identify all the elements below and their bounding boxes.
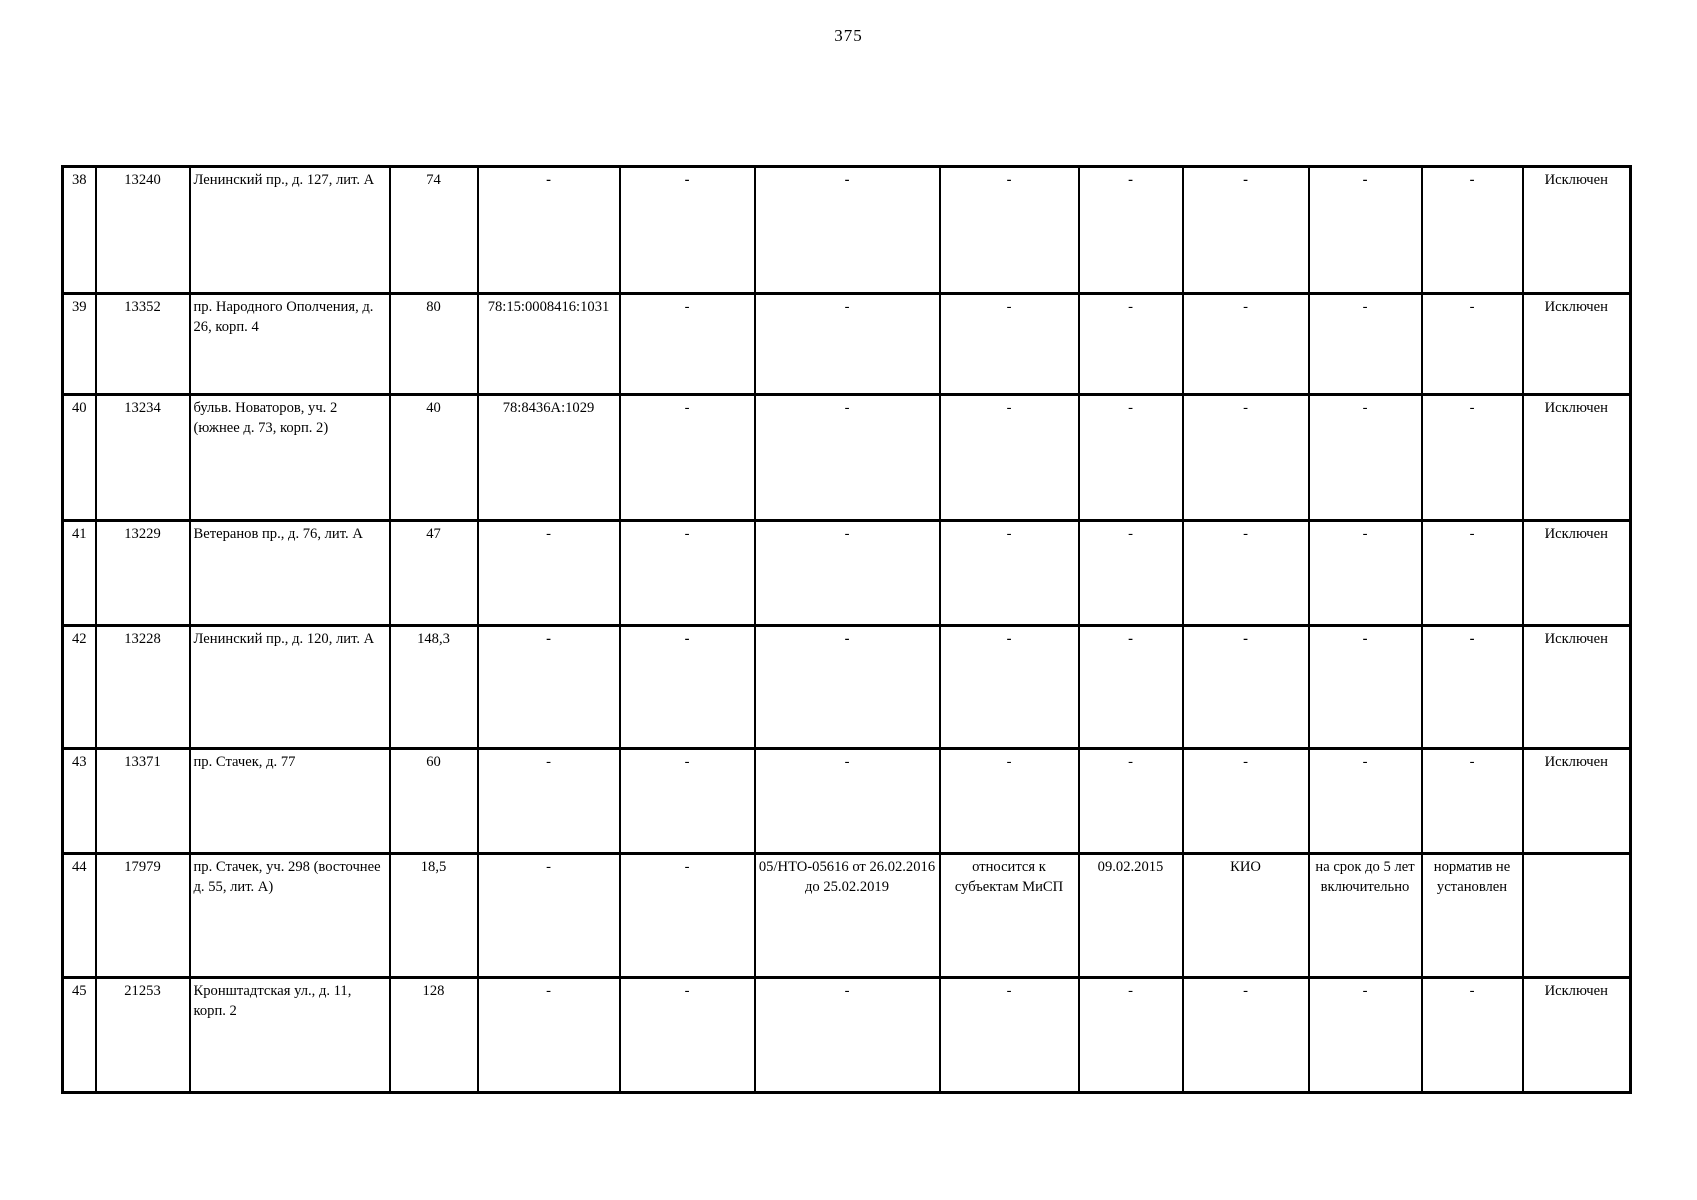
term-cell: на срок до 5 лет включительно (1309, 854, 1422, 978)
address-cell: бульв. Новаторов, уч. 2 (южнее д. 73, корп. 2) (190, 395, 390, 521)
area-cell: 80 (390, 294, 478, 395)
address-cell: Кронштадтская ул., д. 11, корп. 2 (190, 978, 390, 1093)
object-id-cell: 17979 (96, 854, 190, 978)
table-row (63, 395, 1631, 521)
address-cell: Ленинский пр., д. 120, лит. А (190, 626, 390, 749)
table-row (63, 521, 1631, 626)
status-cell: Исключен (1523, 626, 1631, 749)
area-cell: 18,5 (390, 854, 478, 978)
address-cell: пр. Народного Ополчения, д. 26, корп. 4 (190, 294, 390, 395)
area-cell: 47 (390, 521, 478, 626)
smb-subject-cell: - (940, 395, 1079, 521)
row-number-cell: 41 (63, 521, 96, 626)
kio-authority-cell: - (1183, 167, 1309, 294)
term-cell: - (1309, 294, 1422, 395)
cadastral-number-cell: - (478, 626, 620, 749)
object-id-cell: 13240 (96, 167, 190, 294)
cadastral-number-cell: - (478, 167, 620, 294)
term-cell: - (1309, 521, 1422, 626)
object-id-cell: 13352 (96, 294, 190, 395)
smb-subject-cell: - (940, 167, 1079, 294)
contract-cell: - (755, 978, 940, 1093)
address-cell: Ленинский пр., д. 127, лит. А (190, 167, 390, 294)
kio-authority-cell: - (1183, 521, 1309, 626)
area-cell: 60 (390, 749, 478, 854)
column-6-cell: - (620, 294, 755, 395)
term-cell: - (1309, 395, 1422, 521)
smb-subject-cell: - (940, 749, 1079, 854)
kio-authority-cell: - (1183, 749, 1309, 854)
object-id-cell: 21253 (96, 978, 190, 1093)
object-id-cell: 13228 (96, 626, 190, 749)
page-number: 375 (834, 26, 863, 45)
column-6-cell: - (620, 749, 755, 854)
table-row (63, 626, 1631, 749)
date-cell: - (1079, 978, 1183, 1093)
smb-subject-cell: - (940, 978, 1079, 1093)
cadastral-number-cell: - (478, 521, 620, 626)
status-cell: Исключен (1523, 294, 1631, 395)
term-cell: - (1309, 978, 1422, 1093)
area-cell: 74 (390, 167, 478, 294)
normative-cell: - (1422, 294, 1523, 395)
row-number-cell: 39 (63, 294, 96, 395)
column-6-cell: - (620, 626, 755, 749)
address-cell: пр. Стачек, д. 77 (190, 749, 390, 854)
contract-cell: - (755, 294, 940, 395)
smb-subject-cell: - (940, 294, 1079, 395)
column-6-cell: - (620, 395, 755, 521)
row-number-cell: 42 (63, 626, 96, 749)
row-number-cell: 38 (63, 167, 96, 294)
contract-cell: - (755, 395, 940, 521)
column-6-cell: - (620, 854, 755, 978)
row-number-cell: 45 (63, 978, 96, 1093)
cadastral-number-cell: 78:8436А:1029 (478, 395, 620, 521)
address-cell: Ветеранов пр., д. 76, лит. А (190, 521, 390, 626)
area-cell: 148,3 (390, 626, 478, 749)
status-cell: Исключен (1523, 749, 1631, 854)
object-id-cell: 13234 (96, 395, 190, 521)
registry-table (61, 165, 1632, 1094)
term-cell: - (1309, 167, 1422, 294)
area-cell: 40 (390, 395, 478, 521)
status-cell: Исключен (1523, 521, 1631, 626)
cadastral-number-cell: - (478, 978, 620, 1093)
table-row (63, 854, 1631, 978)
normative-cell: - (1422, 521, 1523, 626)
normative-cell: - (1422, 749, 1523, 854)
table-row (63, 167, 1631, 294)
table-row (63, 749, 1631, 854)
term-cell: - (1309, 626, 1422, 749)
contract-cell: - (755, 749, 940, 854)
kio-authority-cell: - (1183, 626, 1309, 749)
date-cell: - (1079, 521, 1183, 626)
contract-cell: - (755, 521, 940, 626)
date-cell: - (1079, 167, 1183, 294)
date-cell: - (1079, 749, 1183, 854)
object-id-cell: 13371 (96, 749, 190, 854)
column-6-cell: - (620, 167, 755, 294)
term-cell: - (1309, 749, 1422, 854)
cadastral-number-cell: 78:15:0008416:1031 (478, 294, 620, 395)
row-number-cell: 43 (63, 749, 96, 854)
table-row (63, 978, 1631, 1093)
date-cell: - (1079, 395, 1183, 521)
object-id-cell: 13229 (96, 521, 190, 626)
kio-authority-cell: - (1183, 978, 1309, 1093)
kio-authority-cell: КИО (1183, 854, 1309, 978)
cadastral-number-cell: - (478, 749, 620, 854)
normative-cell: - (1422, 167, 1523, 294)
row-number-cell: 40 (63, 395, 96, 521)
kio-authority-cell: - (1183, 294, 1309, 395)
row-number-cell: 44 (63, 854, 96, 978)
date-cell: 09.02.2015 (1079, 854, 1183, 978)
column-6-cell: - (620, 521, 755, 626)
contract-cell: - (755, 167, 940, 294)
normative-cell: норматив не установлен (1422, 854, 1523, 978)
normative-cell: - (1422, 395, 1523, 521)
kio-authority-cell: - (1183, 395, 1309, 521)
status-cell: Исключен (1523, 395, 1631, 521)
status-cell: Исключен (1523, 978, 1631, 1093)
smb-subject-cell: относится к субъектам МиСП (940, 854, 1079, 978)
area-cell: 128 (390, 978, 478, 1093)
normative-cell: - (1422, 978, 1523, 1093)
status-cell: Исключен (1523, 167, 1631, 294)
status-cell (1523, 854, 1631, 978)
table-row (63, 294, 1631, 395)
column-6-cell: - (620, 978, 755, 1093)
contract-cell: - (755, 626, 940, 749)
date-cell: - (1079, 626, 1183, 749)
cadastral-number-cell: - (478, 854, 620, 978)
smb-subject-cell: - (940, 626, 1079, 749)
address-cell: пр. Стачек, уч. 298 (восточнее д. 55, лит. А) (190, 854, 390, 978)
normative-cell: - (1422, 626, 1523, 749)
smb-subject-cell: - (940, 521, 1079, 626)
contract-cell: 05/НТО-05616 от 26.02.2016 до 25.02.2019 (755, 854, 940, 978)
date-cell: - (1079, 294, 1183, 395)
